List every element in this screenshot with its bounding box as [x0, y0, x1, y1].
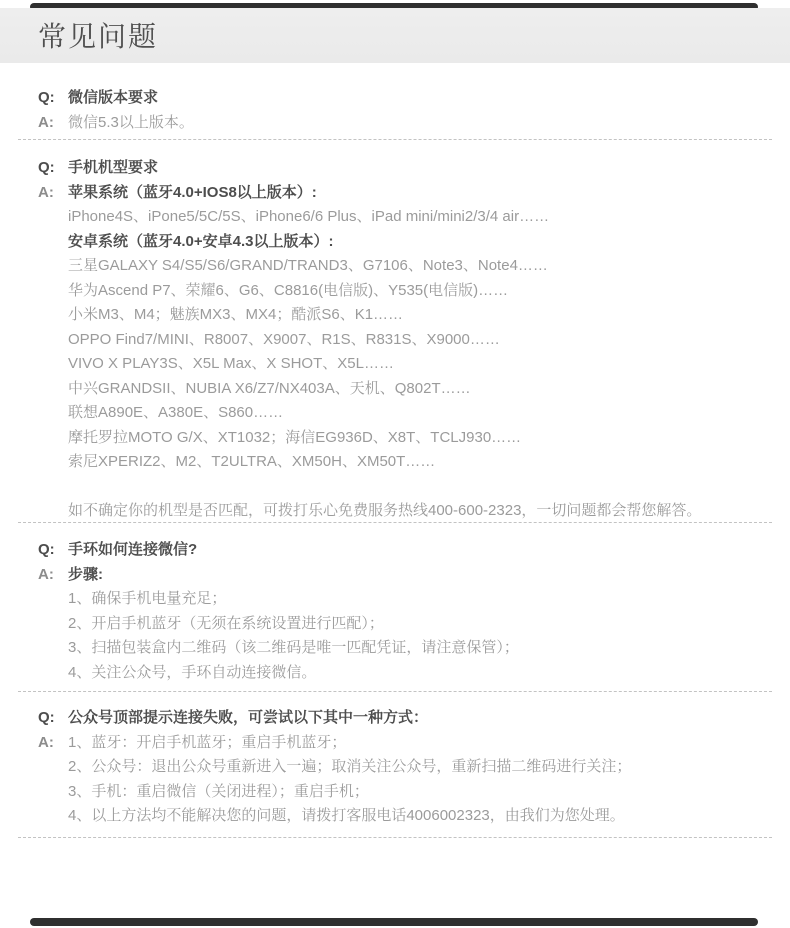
answer-label: A: [38, 565, 54, 583]
answer-row [38, 731, 780, 829]
answer-lines [68, 181, 780, 524]
answer-line: 三星GALAXY S4/S5/S6/GRAND/TRAND3、G7106、Note3、Note4…… [68, 257, 548, 274]
answer-line: 联想A890E、A380E、S860…… [68, 404, 284, 421]
answer-line: 1、确保手机电量充足； [68, 590, 227, 607]
faq-section [0, 538, 790, 685]
question-label: Q: [38, 89, 55, 106]
answer-line: VIVO X PLAY3S、X5L Max、X SHOT、X5L…… [68, 355, 394, 372]
page-header [0, 8, 790, 63]
answer-lines [68, 563, 780, 686]
answer-label: A: [38, 183, 54, 201]
answer-lines [68, 731, 780, 829]
question-row [38, 538, 780, 563]
question-text: 手环如何连接微信? [68, 541, 198, 558]
dashed-separator [18, 691, 772, 692]
answer-line: 苹果系统（蓝牙4.0+IOS8以上版本）: [68, 183, 317, 201]
answer-label: A: [38, 113, 54, 131]
answer-lines [68, 111, 780, 136]
answer-row [38, 111, 780, 136]
question-text: 公众号顶部提示连接失败，可尝试以下其中一种方式： [68, 709, 429, 726]
answer-line: 1、蓝牙：开启手机蓝牙；重启手机蓝牙； [68, 733, 347, 751]
answer-line: 步骤: [68, 565, 103, 583]
answer-line: 4、关注公众号，手环自动连接微信。 [68, 663, 317, 681]
question-label: Q: [38, 159, 55, 176]
answer-row [38, 563, 780, 686]
faq-section [0, 156, 790, 524]
answer-line: 摩托罗拉MOTO G/X、XT1032；海信EG936D、X8T、TCLJ930…… [68, 428, 522, 446]
answer-line: 如不确定你的机型是否匹配，可拨打乐心免费服务热线400-600-2323，一切问题都会帮您解答。 [68, 502, 702, 519]
bottom-divider-bar [30, 918, 758, 926]
question-row [38, 86, 780, 111]
answer-line: 3、扫描包装盒内二维码（该二维码是唯一匹配凭证，请注意保管）； [68, 639, 519, 656]
question-label: Q: [38, 709, 55, 726]
dashed-separator [18, 139, 772, 140]
answer-line-spacer [68, 475, 780, 500]
answer-line: 2、公众号：退出公众号重新进入一遍；取消关注公众号，重新扫描二维码进行关注； [68, 758, 632, 775]
dashed-separator [18, 522, 772, 523]
answer-line: 索尼XPERIZ2、M2、T2ULTRA、XM50H、XM50T…… [68, 453, 436, 470]
answer-label: A: [38, 733, 54, 751]
question-row [38, 156, 780, 181]
faq-section [0, 86, 790, 135]
answer-line: 小米M3、M4；魅族MX3、MX4；酷派S6、K1…… [68, 306, 404, 323]
answer-line: 2、开启手机蓝牙（无须在系统设置进行匹配）； [68, 614, 384, 632]
answer-line: OPPO Find7/MINI、R8007、X9007、R1S、R831S、X9000…… [68, 330, 500, 348]
answer-line: 中兴GRANDSII、NUBIA X6/Z7/NX403A、天机、Q802T…… [68, 379, 471, 397]
answer-line: iPhone4S、iPone5/5C/5S、iPhone6/6 Plus、iPad mini/mini2/3/4 air…… [68, 208, 550, 225]
dashed-separator [18, 837, 772, 838]
question-label: Q: [38, 541, 55, 558]
answer-line: 华为Ascend P7、荣耀6、G6、C8816(电信版)、Y535(电信版)…… [68, 281, 509, 299]
page-title: 常见问题 [38, 21, 159, 52]
answer-line: 安卓系统（蓝牙4.0+安卓4.3以上版本）: [68, 232, 334, 250]
question-text: 微信版本要求 [68, 89, 159, 106]
answer-line: 3、手机：重启微信（关闭进程）；重启手机； [68, 782, 369, 800]
answer-line: 4、以上方法均不能解决您的问题，请拨打客服电话4006002323，由我们为您处理。 [68, 807, 625, 824]
answer-row [38, 181, 780, 524]
question-row [38, 706, 780, 731]
question-text: 手机机型要求 [68, 159, 159, 176]
faq-section [0, 706, 790, 829]
answer-line: 微信5.3以上版本。 [68, 113, 194, 131]
